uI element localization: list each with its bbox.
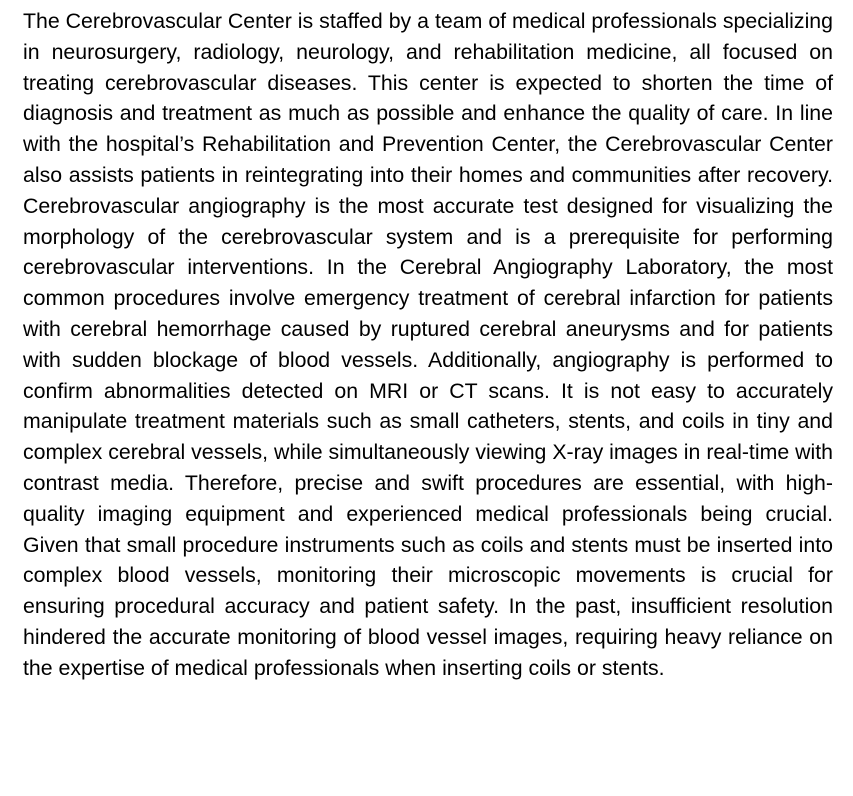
body-paragraph: The Cerebrovascular Center is staffed by a team of medical professionals specializing in neurosurgery, radiology, neurology, and rehabilitation medicine, all focused on treating cerebrovascular diseases. This center is expected to shorten the time of diagnosis and treatment as much as possible and enhance the quality of care. In line with the hospital’s Rehabilitation and Prevention Center, the Cerebrovascular Center also assists patients in reintegrating into their homes and communities after recovery. Cerebrovascular angiography is the most accurate test designed for visualizing the morphology of the cerebrovascular system and is a prerequisite for performing cerebrovascular interventions. In the Cerebral Angiography Laboratory, the most common procedures involve emergency treatment of cerebral infarction for patients with cerebral hemorrhage caused by ruptured cerebral aneurysms and for patients with sudden blockage of blood vessels. Additionally, angiography is performed to confirm abnormalities detected on MRI or CT scans. It is not easy to accurately manipulate treatment materials such as small catheters, stents, and coils in tiny and complex cerebral vessels, while simultaneously viewing X-ray images in real-time with contrast media. Therefore, precise and swift procedures are essential, with high-quality imaging equipment and experienced medical professionals being crucial. Given that small procedure instruments such as coils and stents must be inserted into complex blood vessels, monitoring their microscopic movements is crucial for ensuring procedural accuracy and patient safety. In the past, insufficient resolution hindered the accurate monitoring of blood vessel images, requiring heavy reliance on the expertise of medical professionals when inserting coils or stents. [23,9,833,680]
document-page [23,6,833,684]
